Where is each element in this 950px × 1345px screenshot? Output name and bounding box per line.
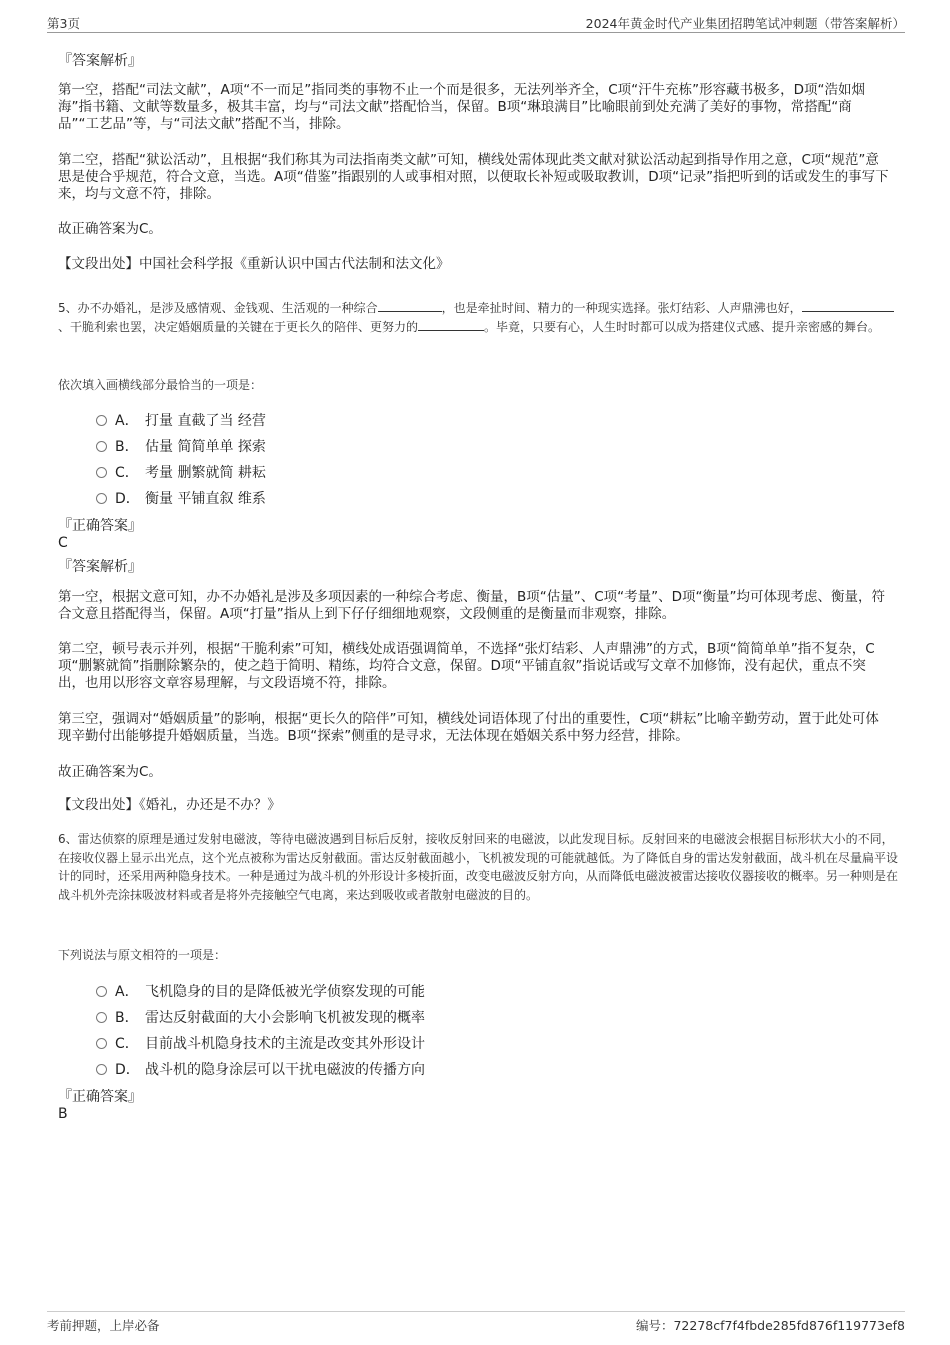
- question-6-option-a[interactable]: A． 飞机隐身的目的是降低被光学侦察发现的可能: [96, 981, 425, 1001]
- conclusion-text: 故正确答案为C。: [58, 764, 162, 780]
- radio-button[interactable]: [96, 1038, 107, 1049]
- analysis-heading: 『答案解析』: [58, 559, 142, 575]
- question-6-prompt: 下列说法与原文相符的一项是：: [58, 948, 227, 962]
- question-6-option-c[interactable]: C． 目前战斗机隐身技术的主流是改变其外形设计: [96, 1033, 425, 1053]
- correct-answer-heading: 『正确答案』: [58, 1089, 142, 1105]
- question-5-option-a[interactable]: A． 打量 直截了当 经营: [96, 410, 266, 430]
- correct-answer-value: B: [58, 1106, 68, 1122]
- analysis-heading: 『答案解析』: [58, 53, 142, 69]
- question-6-stem: 6、雷达侦察的原理是通过发射电磁波，等待电磁波遇到目标后反射，接收反射回来的电磁波，以此发现目标。反射回来的电磁波会根据目标形状大小的不同，在接收仪器上显示出光点，这个光点被称为雷达反射截面。雷达反射截面越小，飞机被发现的可能就越低。为了降低自身的雷达发射截面，战斗机在尽量扁平设计的同时，还采用两种隐身技术。一种是通过为战斗机的外形设计多棱折面，改变电磁波反射方向，从而降低电磁波被雷达接收仪器接收的概率。另一种则是在战斗机外壳涂抹吸波材料或者是将外壳接触空气电离，来达到吸收或者散射电磁波的目的。: [58, 832, 899, 902]
- source-citation: 【文段出处】《婚礼，办还是不办？》: [58, 797, 281, 813]
- analysis-paragraph: 第二空，顿号表示并列，根据“干脆利索”可知，横线处成语强调简单，不选择“张灯结彩、人声鼎沸”的方式，B项“简简单单”指不复杂，C项“删繁就简”指删除繁杂的，使之趋于简明、精练，均符合文意，保留。D项“平铺直叙”指说话或写文章不加修饰，没有起伏，重点不突出，也用以形容文章容易理解，与文段语境不符，排除。: [58, 641, 875, 691]
- radio-button[interactable]: [96, 1064, 107, 1075]
- radio-button[interactable]: [96, 415, 107, 426]
- radio-button[interactable]: [96, 441, 107, 452]
- analysis-paragraph: 第一空，根据文意可知，办不办婚礼是涉及多项因素的一种综合考虑、衡量，B项“估量”、C项“考量”、D项“衡量”均可体现考虑、衡量，符合文意且搭配得当，保留。A项“打量”指从上到下仔仔细细地观察，文段侧重的是衡量而非观察，排除。: [58, 589, 886, 622]
- question-5-option-d[interactable]: D． 衡量 平铺直叙 维系: [96, 488, 266, 508]
- analysis-paragraph: 第二空，搭配“狱讼活动”，且根据“我们称其为司法指南类文献”可知，横线处需体现此类文献对狱讼活动起到指导作用之意，C项“规范”意思是使合乎规范，符合文意，当选。A项“借鉴”指跟别的人或事相对照，以便取长补短或吸取教训，D项“记录”指把听到的话或发生的事写下来，均与文意不符，排除。: [58, 152, 889, 202]
- analysis-paragraph: 第三空，强调对“婚姻质量”的影响，根据“更长久的陪伴”可知，横线处词语体现了付出的重要性，C项“耕耘”比喻辛勤劳动，置于此处可体现辛勤付出能够提升婚姻质量，当选。B项“探索”侧重的是寻求，无法体现在婚姻关系中努力经营，排除。: [58, 711, 879, 744]
- answer-blank: [418, 318, 484, 331]
- conclusion-text: 故正确答案为C。: [58, 221, 162, 237]
- footer-slogan: 考前押题，上岸必备: [47, 1318, 160, 1333]
- answer-blank: [802, 299, 894, 312]
- radio-button[interactable]: [96, 1012, 107, 1023]
- analysis-paragraph: 第一空，搭配“司法文献”，A项“不一而足”指同类的事物不止一个而是很多，无法列举齐全，C项“汗牛充栋”形容藏书极多，D项“浩如烟海”指书籍、文献等数量多，极其丰富，均与“司法文献”搭配恰当，保留。B项“琳琅满目”比喻眼前到处充满了美好的事物，常搭配“商品”“工艺品”等，与“司法文献”搭配不当，排除。: [58, 82, 866, 132]
- document-id: 编号：72278cf7f4fbde285fd876f119773ef8: [635, 1318, 905, 1333]
- question-6-option-d[interactable]: D． 战斗机的隐身涂层可以干扰电磁波的传播方向: [96, 1059, 425, 1079]
- page-header: [47, 14, 905, 33]
- correct-answer-value: C: [58, 535, 68, 551]
- question-5-option-c[interactable]: C． 考量 删繁就简 耕耘: [96, 462, 266, 482]
- document-title: 2024年黄金时代产业集团招聘笔试冲刺题（带答案解析）: [585, 16, 905, 31]
- source-citation: 【文段出处】中国社会科学报《重新认识中国古代法制和法文化》: [58, 256, 450, 272]
- radio-button[interactable]: [96, 986, 107, 997]
- question-6-option-b[interactable]: B． 雷达反射截面的大小会影响飞机被发现的概率: [96, 1007, 425, 1027]
- page-number: 第3页: [47, 16, 80, 31]
- question-5-option-b[interactable]: B． 估量 简简单单 探索: [96, 436, 266, 456]
- answer-blank: [378, 299, 442, 312]
- question-5-stem: 5、办不办婚礼，是涉及感情观、金钱观、生活观的一种综合 ，也是牵扯时间、精力的一种现实选择。张灯结彩、人声鼎沸也好，、干脆利索也罢，决定婚姻质量的关键在于更长久的陪伴、更努力的 。毕竟，只要有心，人生时时都可以成为搭建仪式感、提升亲密感的舞台。: [58, 299, 898, 336]
- page-footer: [47, 1311, 905, 1336]
- radio-button[interactable]: [96, 493, 107, 504]
- correct-answer-heading: 『正确答案』: [58, 518, 142, 534]
- question-5-prompt: 依次填入画横线部分最恰当的一项是：: [58, 378, 263, 392]
- radio-button[interactable]: [96, 467, 107, 478]
